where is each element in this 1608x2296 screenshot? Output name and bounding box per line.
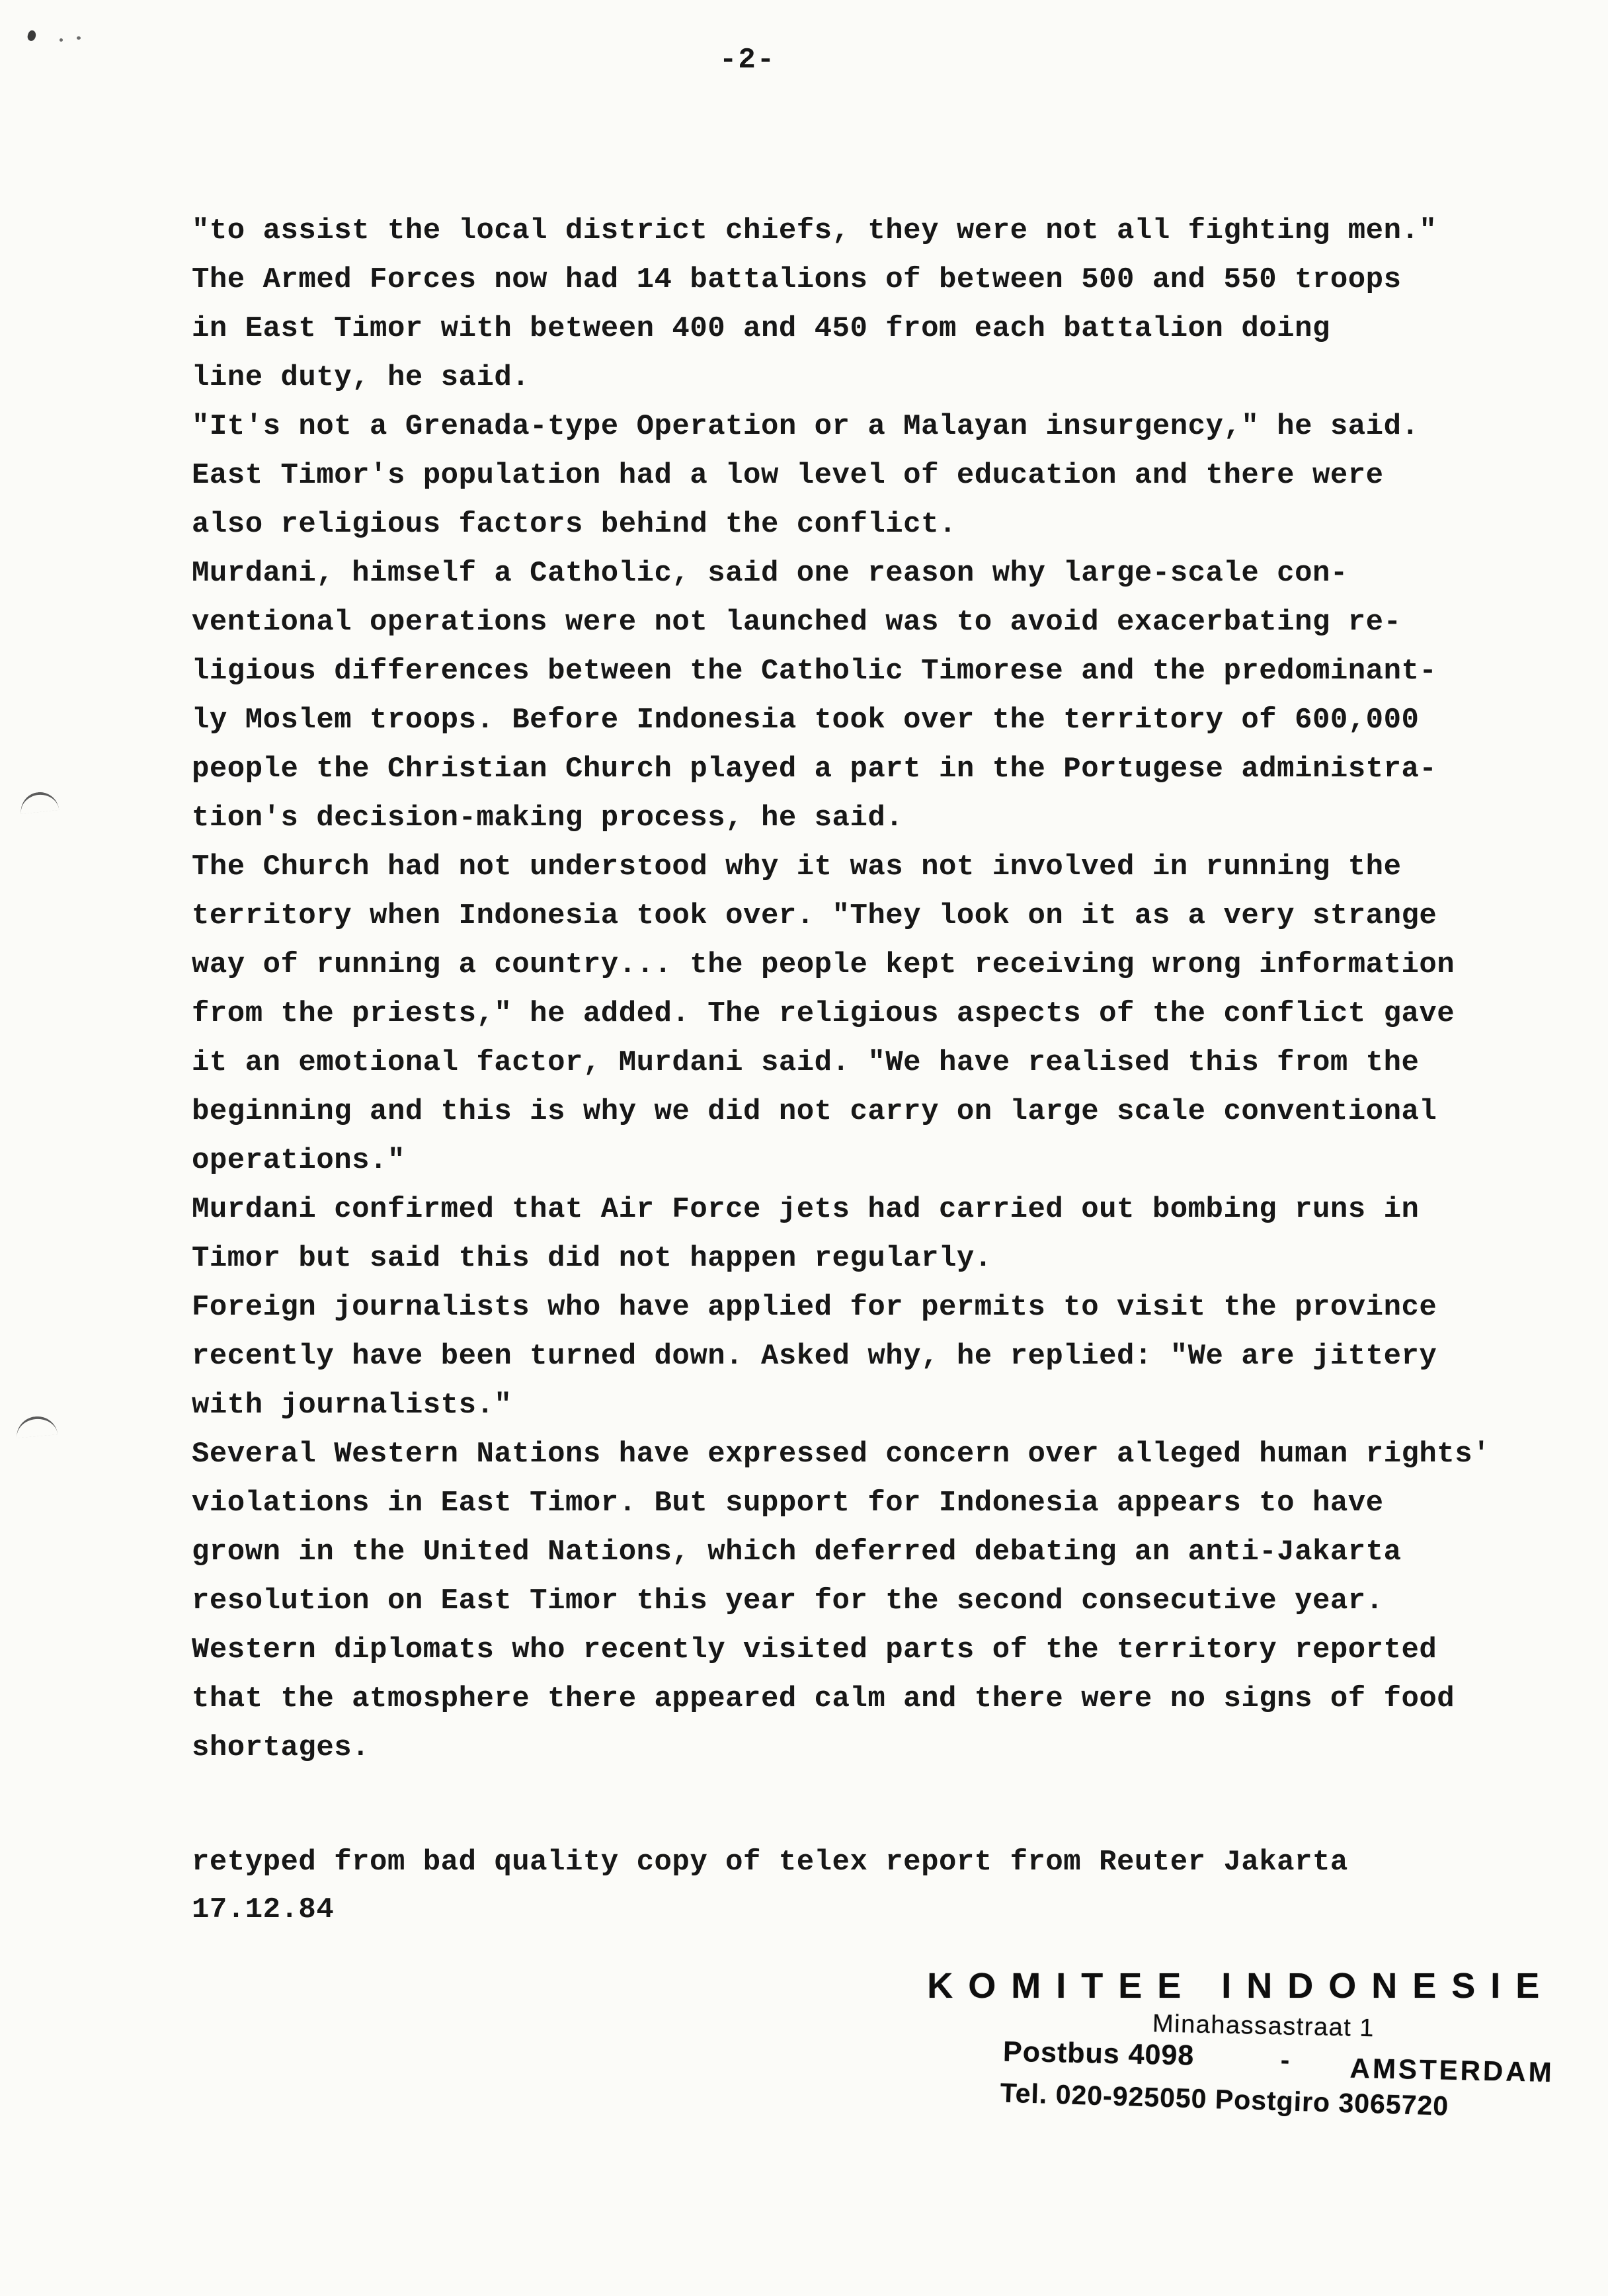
page-number: -2- <box>719 44 776 77</box>
body-line: shortages. <box>192 1731 370 1764</box>
body-line: Western diplomats who recently visited parts of the territory reported <box>192 1633 1437 1666</box>
body-line: The Armed Forces now had 14 battalions of between 500 and 550 troops <box>192 263 1402 296</box>
body-line: Murdani confirmed that Air Force jets had carried out bombing runs in <box>192 1193 1420 1226</box>
body-line: grown in the United Nations, which deferred debating an anti-Jakarta <box>192 1536 1402 1569</box>
body-text <box>192 206 1547 1772</box>
body-line: people the Christian Church played a part in the Portugese administra- <box>192 753 1437 786</box>
body-line: line duty, he said. <box>192 361 530 394</box>
stamp-telephone-giro: Tel. 020-925050 Postgiro 3065720 <box>1000 2077 1449 2121</box>
body-line: ligious differences between the Catholic Timorese and the predominant- <box>192 655 1437 688</box>
body-line: it an emotional factor, Murdani said. "We have realised this from the <box>192 1046 1420 1079</box>
stamp-city: AMSTERDAM <box>1349 2052 1555 2088</box>
body-line: resolution on East Timor this year for the second consecutive year. <box>192 1584 1384 1618</box>
body-line: The Church had not understood why it was not involved in running the <box>192 850 1402 883</box>
body-line: beginning and this is why we did not carry on large scale conventional <box>192 1095 1437 1128</box>
body-line: ventional operations were not launched was to avoid exacerbating re- <box>192 606 1402 639</box>
body-line: Several Western Nations have expressed concern over alleged human rights' <box>192 1438 1491 1471</box>
body-line: violations in East Timor. But support for Indonesia appears to have <box>192 1487 1384 1520</box>
body-line: way of running a country... the people kept receiving wrong information <box>192 948 1455 981</box>
margin-pen-arc <box>19 790 60 814</box>
stamp-org-name: KOMITEE INDONESIE <box>927 1966 1555 2006</box>
body-line: territory when Indonesia took over. "They look on it as a very strange <box>192 899 1437 932</box>
body-line: also religious factors behind the conflict. <box>192 508 957 541</box>
body-line: tion's decision-making process, he said. <box>192 801 904 835</box>
komitee-indonesie-stamp <box>918 1959 1608 2152</box>
stamp-postbox: Postbus 4098 <box>1002 2035 1195 2072</box>
body-line: Foreign journalists who have applied for permits to visit the province <box>192 1291 1437 1324</box>
body-line: from the priests," he added. The religious aspects of the conflict gave <box>192 997 1455 1030</box>
footer-note <box>192 1838 1348 1934</box>
body-line: ly Moslem troops. Before Indonesia took over the territory of 600,000 <box>192 704 1420 737</box>
body-line: with journalists." <box>192 1389 512 1422</box>
stamp-dash: - <box>1280 2045 1290 2075</box>
pencil-dot <box>77 36 81 40</box>
footer-line: retyped from bad quality copy of telex report from Reuter Jakarta <box>192 1846 1348 1879</box>
body-line: that the atmosphere there appeared calm and there were no signs of food <box>192 1682 1455 1715</box>
margin-pen-arc <box>15 1414 58 1438</box>
pencil-dot <box>60 38 63 42</box>
body-line: "It's not a Grenada-type Operation or a Malayan insurgency," he said. <box>192 410 1420 443</box>
body-line: in East Timor with between 400 and 450 from each battalion doing <box>192 312 1330 345</box>
body-line: Timor but said this did not happen regularly. <box>192 1242 992 1275</box>
body-line: Murdani, himself a Catholic, said one reason why large-scale con- <box>192 557 1348 590</box>
body-line: "to assist the local district chiefs, they were not all fighting men." <box>192 214 1437 247</box>
body-line: operations." <box>192 1144 405 1177</box>
stamp-street-address: Minahassastraat 1 <box>1152 2010 1375 2043</box>
body-line: East Timor's population had a low level of education and there were <box>192 459 1384 492</box>
footer-line: 17.12.84 <box>192 1893 335 1926</box>
body-line: recently have been turned down. Asked why, he replied: "We are jittery <box>192 1340 1437 1373</box>
pencil-mark <box>26 30 37 42</box>
